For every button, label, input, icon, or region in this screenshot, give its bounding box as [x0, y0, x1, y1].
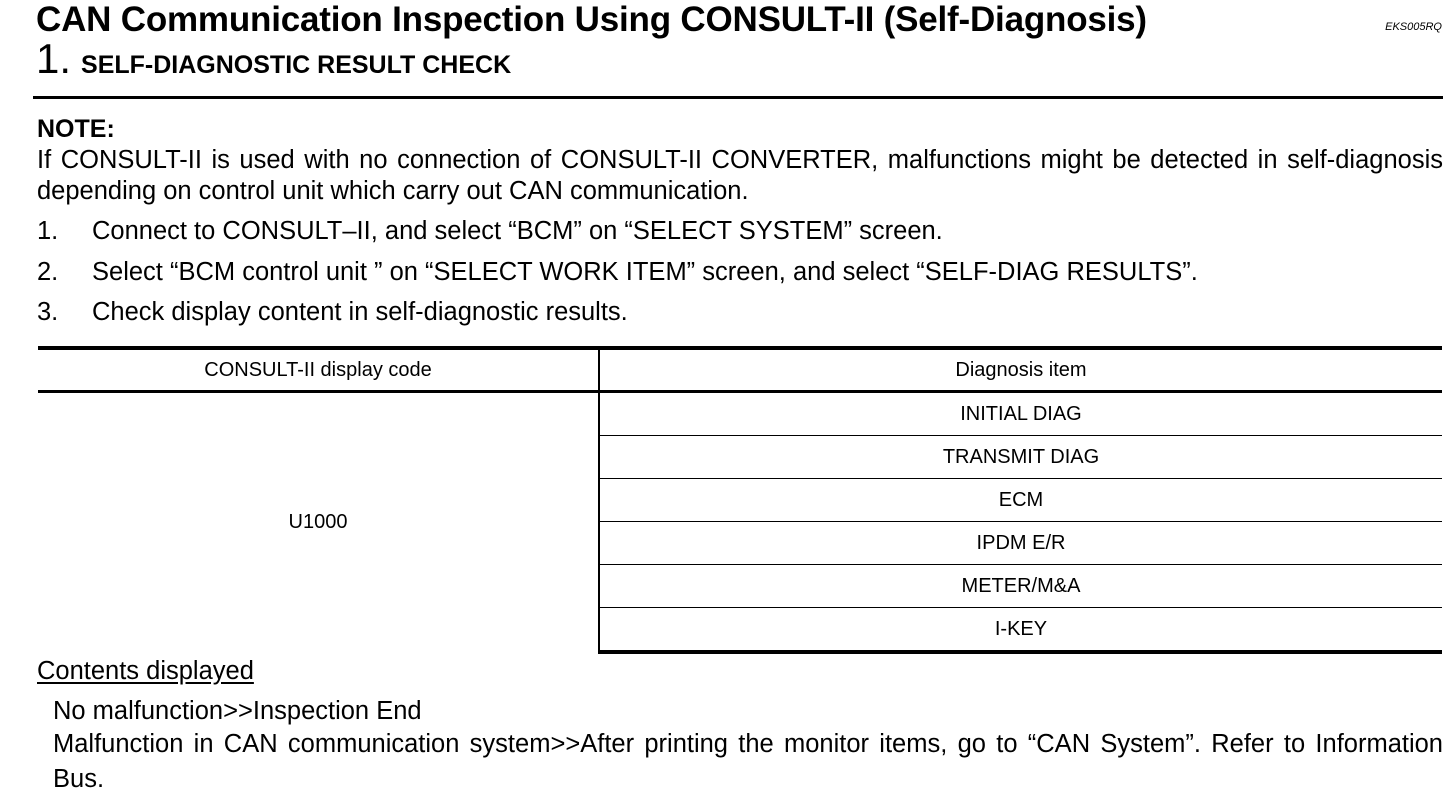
note-label: NOTE:: [37, 115, 115, 143]
section-divider: [33, 96, 1443, 99]
column-header-display-code: CONSULT-II display code: [38, 348, 599, 392]
section-heading: [36, 36, 511, 82]
diagnosis-item-cell: ECM: [599, 479, 1442, 522]
step-text: Connect to CONSULT–II, and select “BCM” on “SELECT SYSTEM” screen.: [92, 217, 943, 245]
result-can-malfunction: Malfunction in CAN communication system>>After printing the monitor items, go to “CAN System”. Refer to Information Bus.: [53, 730, 1443, 793]
diagnosis-item-cell: IPDM E/R: [599, 522, 1442, 565]
step-number: 1.: [37, 217, 59, 245]
results-list: [53, 695, 1443, 797]
step-number: 2.: [37, 257, 59, 286]
step-item: [37, 257, 1198, 298]
step-text: Select “BCM control unit ” on “SELECT WORK ITEM” screen, and select “SELF-DIAG RESULTS”.: [92, 257, 1198, 286]
diagnosis-item-cell: METER/M&A: [599, 565, 1442, 608]
section-number: 1.: [36, 35, 72, 82]
result-no-malfunction: No malfunction>>Inspection End: [53, 697, 422, 725]
column-header-diagnosis-item: Diagnosis item: [599, 348, 1442, 392]
note-text: If CONSULT-II is used with no connection of CONSULT-II CONVERTER, malfunctions might be detected in self-diagnosis depending on control unit which carry out CAN communication.: [37, 146, 1443, 205]
step-item: [37, 216, 1198, 257]
diagnosis-item-cell: I-KEY: [599, 608, 1442, 653]
diagnosis-item-cell: TRANSMIT DIAG: [599, 436, 1442, 479]
step-text: Check display content in self-diagnostic results.: [92, 298, 628, 326]
procedure-steps: [37, 216, 1198, 338]
step-item: [37, 297, 1198, 338]
contents-displayed-label: Contents displayed: [37, 657, 254, 685]
diagnosis-table: [38, 346, 1442, 654]
diagnosis-item-cell: INITIAL DIAG: [599, 392, 1442, 436]
table-row: [38, 392, 1442, 436]
section-title: SELF-DIAGNOSTIC RESULT CHECK: [81, 51, 512, 79]
page-title: CAN Communication Inspection Using CONSULT-II (Self-Diagnosis): [36, 0, 1147, 39]
document-code: EKS005RQ: [1385, 21, 1442, 33]
step-number: 3.: [37, 298, 59, 326]
display-code-cell: U1000: [38, 392, 599, 653]
table-header-row: [38, 348, 1442, 392]
